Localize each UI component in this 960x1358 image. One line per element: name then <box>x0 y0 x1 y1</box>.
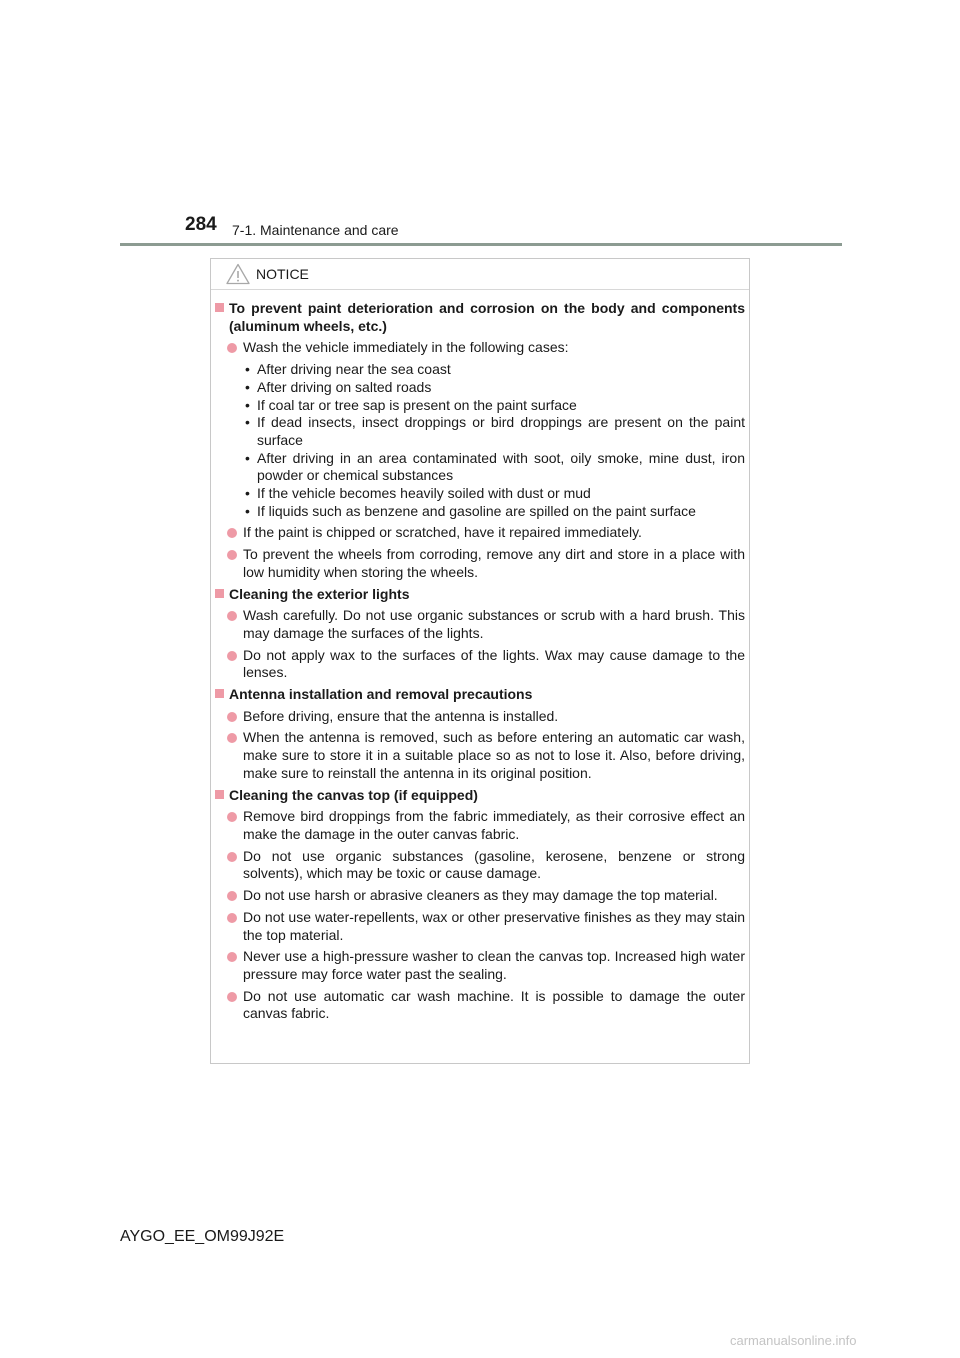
circle-bullet-icon <box>227 992 237 1002</box>
section-heading-text: To prevent paint deterioration and corrosion on the body and components (aluminum wheels, etc.) <box>229 300 745 334</box>
sub-list-item <box>215 503 745 521</box>
section-heading <box>215 787 745 805</box>
notice-header <box>211 259 749 290</box>
sub-list-item <box>215 485 745 503</box>
watermark: carmanualsonline.info <box>730 1333 857 1348</box>
notice-title: NOTICE <box>256 266 309 282</box>
circle-bullet-icon <box>227 550 237 560</box>
circle-bullet-icon <box>227 852 237 862</box>
circle-bullet-icon <box>227 343 237 353</box>
section-heading <box>215 586 745 604</box>
list-item <box>215 607 745 642</box>
list-item-text: Before driving, ensure that the antenna is installed. <box>243 707 559 724</box>
sub-list-item-text: If liquids such as benzene and gasoline are spilled on the paint surface <box>257 502 696 519</box>
circle-bullet-icon <box>227 611 237 621</box>
dot-bullet-icon: • <box>245 396 250 413</box>
sub-list-item-text: If dead insects, insect droppings or bird droppings are present on the paint surface <box>257 414 745 448</box>
dot-bullet-icon: • <box>245 378 250 395</box>
list-item-text: Remove bird droppings from the fabric immediately, as their corrosive effect an make the damage in the outer canvas fabric. <box>243 808 745 842</box>
list-item <box>215 729 745 782</box>
section-heading-text: Antenna installation and removal precautions <box>229 686 533 703</box>
circle-bullet-icon <box>227 952 237 962</box>
list-item <box>215 339 745 357</box>
dot-bullet-icon: • <box>245 449 250 466</box>
notice-box <box>210 258 750 1064</box>
list-item-text: Do not apply wax to the surfaces of the lights. Wax may cause damage to the lenses. <box>243 646 745 681</box>
list-item-text: If the paint is chipped or scratched, have it repaired immediately. <box>243 524 642 541</box>
list-item-text: Do not use organic substances (gasoline, kerosene, benzene or strong solvents), which may be toxic or cause damage. <box>243 847 745 882</box>
list-item <box>215 546 745 581</box>
square-bullet-icon <box>215 303 224 312</box>
list-item-text: Wash carefully. Do not use organic substances or scrub with a hard brush. This may damage the surfaces of the lights. <box>243 607 745 641</box>
circle-bullet-icon <box>227 712 237 722</box>
header-rule <box>120 243 842 246</box>
sub-list-item <box>215 361 745 379</box>
dot-bullet-icon: • <box>245 485 250 502</box>
dot-bullet-icon: • <box>245 414 250 431</box>
sub-list-item-text: After driving near the sea coast <box>257 361 451 378</box>
list-item <box>215 708 745 726</box>
section-heading <box>215 300 745 335</box>
warning-triangle-icon <box>226 263 250 285</box>
square-bullet-icon <box>215 790 224 799</box>
list-item <box>215 524 745 542</box>
page-number: 284 <box>185 214 217 235</box>
sub-list-item-text: After driving in an area contaminated with soot, oily smoke, mine dust, iron powder or chemical substances <box>257 449 745 484</box>
list-item-text: Do not use automatic car wash machine. It is possible to damage the outer canvas fabric. <box>243 987 745 1022</box>
circle-bullet-icon <box>227 891 237 901</box>
notice-section <box>215 300 745 582</box>
sub-list-item-text: After driving on salted roads <box>257 378 432 395</box>
list-item <box>215 948 745 983</box>
list-item <box>215 887 745 905</box>
document-code: AYGO_EE_OM99J92E <box>120 1228 285 1245</box>
list-item <box>215 848 745 883</box>
sub-list-item <box>215 397 745 415</box>
notice-section <box>215 586 745 683</box>
list-item <box>215 909 745 944</box>
section-heading-text: Cleaning the canvas top (if equipped) <box>229 786 478 803</box>
list-item <box>215 808 745 843</box>
notice-section <box>215 686 745 783</box>
sub-list-item-text: If the vehicle becomes heavily soiled with dust or mud <box>257 485 591 502</box>
list-item-text: When the antenna is removed, such as before entering an automatic car wash, make sure to store it in a suitable place so as not to lose it. Also, before driving, make sure to reinstall the antenna in its original position. <box>243 729 745 781</box>
circle-bullet-icon <box>227 913 237 923</box>
sub-list-item <box>215 379 745 397</box>
square-bullet-icon <box>215 689 224 698</box>
list-item-text: Do not use harsh or abrasive cleaners as they may damage the top material. <box>243 887 718 904</box>
list-item <box>215 988 745 1023</box>
circle-bullet-icon <box>227 812 237 822</box>
section-title: 7-1. Maintenance and care <box>232 222 399 238</box>
dot-bullet-icon: • <box>245 502 250 519</box>
notice-section <box>215 787 745 1023</box>
section-heading-text: Cleaning the exterior lights <box>229 585 410 602</box>
circle-bullet-icon <box>227 651 237 661</box>
sub-list-item <box>215 450 745 485</box>
sub-list-item-text: If coal tar or tree sap is present on the paint surface <box>257 396 577 413</box>
list-item-text: Do not use water-repellents, wax or other preservative finishes as they may stain the top material. <box>243 908 745 943</box>
page-header <box>0 0 960 250</box>
circle-bullet-icon <box>227 733 237 743</box>
list-item-text: Never use a high-pressure washer to clean the canvas top. Increased high water pressure may force water past the sealing. <box>243 948 745 982</box>
sub-list <box>215 361 745 520</box>
list-item <box>215 647 745 682</box>
section-heading <box>215 686 745 704</box>
square-bullet-icon <box>215 589 224 598</box>
notice-body <box>215 300 745 1027</box>
dot-bullet-icon: • <box>245 361 250 378</box>
circle-bullet-icon <box>227 528 237 538</box>
list-item-text: Wash the vehicle immediately in the following cases: <box>243 339 569 356</box>
sub-list-item <box>215 414 745 449</box>
list-item-text: To prevent the wheels from corroding, remove any dirt and store in a place with low humidity when storing the wheels. <box>243 546 745 580</box>
